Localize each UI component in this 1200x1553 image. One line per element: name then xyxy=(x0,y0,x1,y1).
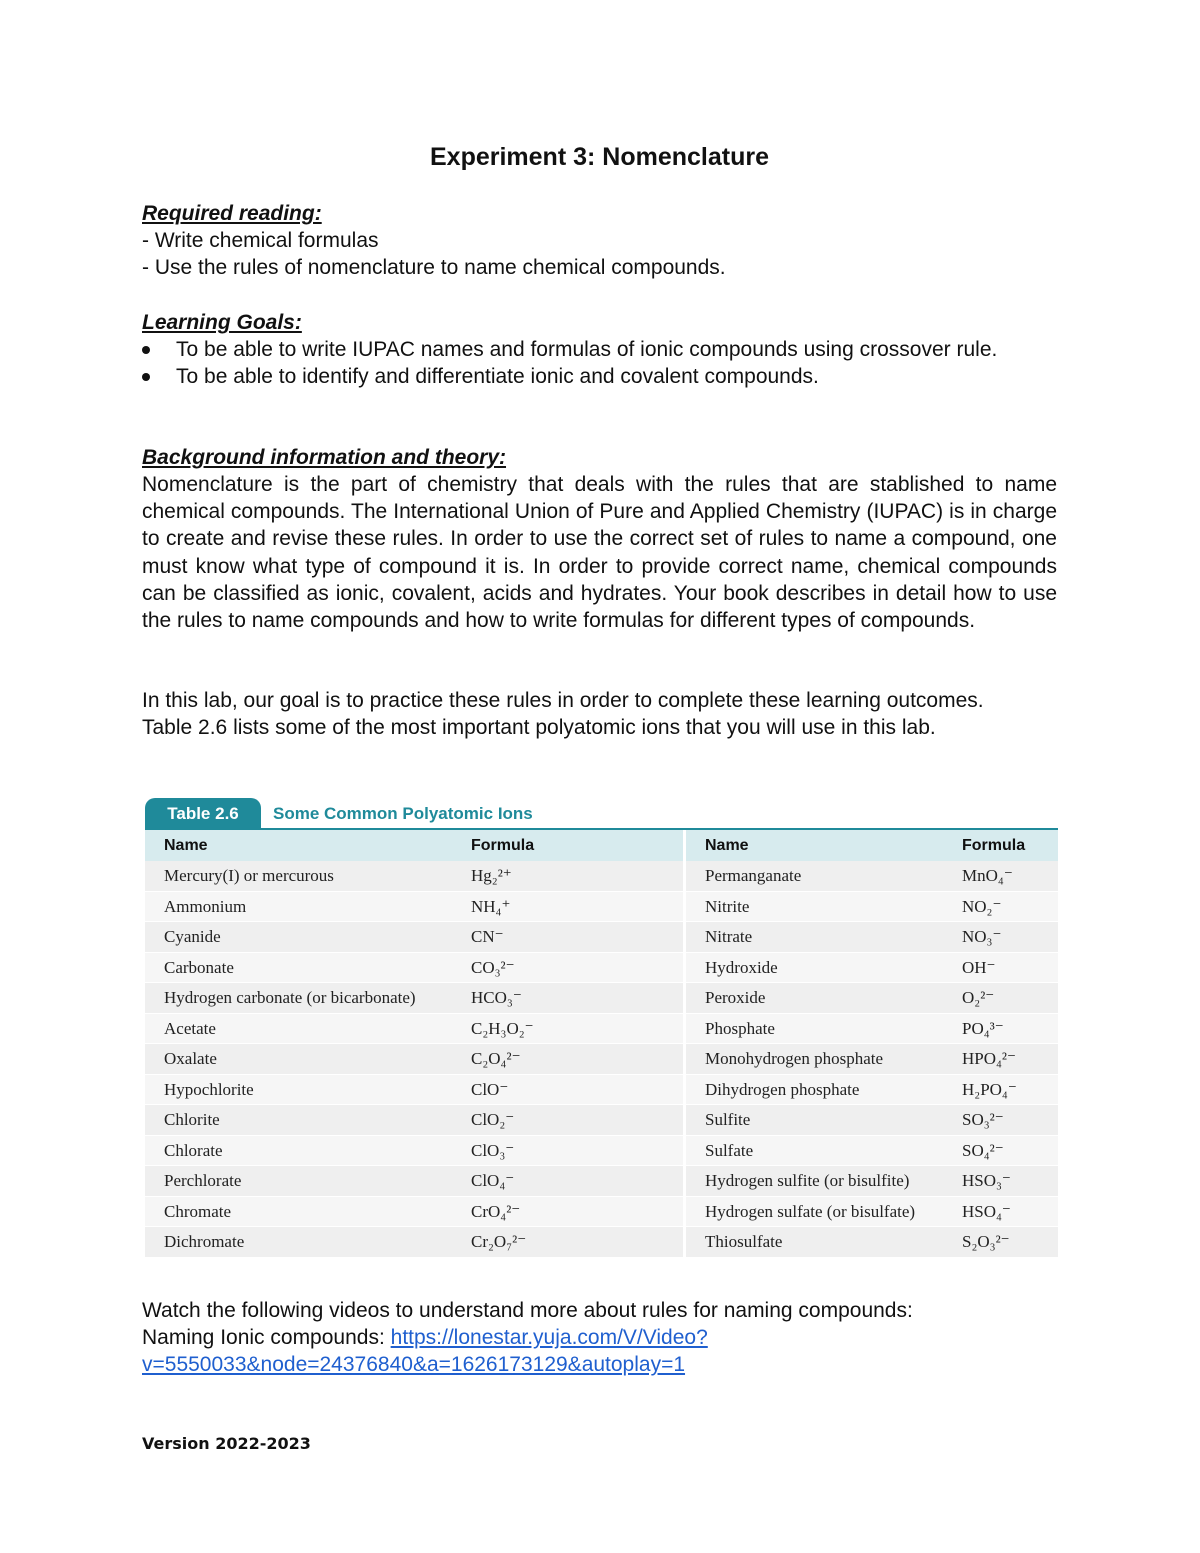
ion-name: Phosphate xyxy=(705,1018,775,1038)
reading-item: - Use the rules of nomenclature to name chemical compounds. xyxy=(142,256,726,279)
ion-name: Sulfite xyxy=(705,1110,751,1129)
table-row xyxy=(686,922,1058,953)
table-row xyxy=(686,1197,1058,1228)
bullet-icon xyxy=(142,373,150,381)
ion-name: Perchlorate xyxy=(164,1171,242,1190)
lab-section xyxy=(142,687,1057,741)
bullet-icon xyxy=(142,346,150,354)
ion-formula: O₂²⁻ xyxy=(962,988,995,1007)
ion-name: Permanganate xyxy=(705,866,802,885)
table-row xyxy=(686,1014,1058,1045)
ion-formula: NO₂⁻ xyxy=(962,896,1002,916)
video-link-line xyxy=(142,1324,1057,1351)
table-row xyxy=(145,892,683,923)
column-header-formula: Formula xyxy=(962,837,1026,854)
table-title: Some Common Polyatomic Ions xyxy=(273,804,533,823)
videos-section xyxy=(142,1297,1057,1378)
ion-name: Thiosulfate xyxy=(705,1232,783,1251)
table-row xyxy=(145,922,683,953)
table-row xyxy=(145,1166,683,1197)
ion-name: Hydroxide xyxy=(705,957,778,977)
ion-name: Mercury(I) or mercurous xyxy=(164,866,334,885)
ion-formula: Hg₂²⁺ xyxy=(471,866,512,885)
ion-name: Hydrogen carbonate (or bicarbonate) xyxy=(164,988,416,1007)
ion-formula: PO₄³⁻ xyxy=(962,1018,1004,1038)
ion-formula: C₂O₄²⁻ xyxy=(471,1049,521,1068)
ion-name: Chlorate xyxy=(164,1140,223,1160)
table-row xyxy=(686,861,1058,892)
background-paragraph: Nomenclature is the part of chemistry that deals with the rules that are stablished to name chemical compounds. The International Union of Pure and Applied Chemistry (IUPAC) is in charge to create and revise these rules. In order to use the correct set of rules to name a compound, one must know what type of compound it is. In order to provide correct name, chemical compounds can be classified as ionic, covalent, acids and hydrates. Your book describes in detail how to use the rules to name compounds and how to write formulas for different types of compounds. xyxy=(142,473,1057,633)
ion-formula: HPO₄²⁻ xyxy=(962,1049,1017,1068)
table-row xyxy=(686,1075,1058,1106)
goal-item: To be able to write IUPAC names and formulas of ionic compounds using crossover rule. xyxy=(142,336,1057,363)
ion-name: Oxalate xyxy=(164,1049,217,1068)
required-reading-section xyxy=(142,200,1057,281)
ion-name: Nitrite xyxy=(705,896,750,916)
column-header-formula: Formula xyxy=(471,837,535,854)
polyatomic-ions-table xyxy=(145,798,1058,1251)
ion-name: Chlorite xyxy=(164,1110,220,1129)
table-row xyxy=(686,1044,1058,1075)
ion-formula: ClO⁻ xyxy=(471,1079,509,1099)
table-row xyxy=(686,892,1058,923)
table-row xyxy=(686,1227,1058,1258)
required-reading-heading: Required reading: xyxy=(142,202,322,225)
video-link-label: Naming Ionic compounds: xyxy=(142,1326,391,1349)
ion-formula: NO₃⁻ xyxy=(962,927,1002,946)
videos-intro: Watch the following videos to understand more about rules for naming compounds: xyxy=(142,1299,913,1322)
column-header-name: Name xyxy=(705,837,749,854)
lab-paragraph: In this lab, our goal is to practice these rules in order to complete these learning outcomes. xyxy=(142,689,984,712)
ion-formula: ClO₂⁻ xyxy=(471,1110,515,1129)
reading-item: - Write chemical formulas xyxy=(142,229,379,252)
ion-name: Ammonium xyxy=(164,896,247,916)
ion-formula: HCO₃⁻ xyxy=(471,988,522,1007)
ion-formula: CO₃²⁻ xyxy=(471,957,515,977)
table-column-headers xyxy=(686,830,1058,861)
ion-name: Dichromate xyxy=(164,1232,245,1251)
table-number: Table 2.6 xyxy=(145,798,261,828)
ion-formula: HSO₄⁻ xyxy=(962,1201,1011,1221)
table-row xyxy=(145,1136,683,1167)
table-row xyxy=(145,983,683,1014)
ion-name: Nitrate xyxy=(705,927,753,946)
table-row xyxy=(145,1227,683,1258)
ion-name: Hypochlorite xyxy=(164,1079,254,1099)
ion-name: Peroxide xyxy=(705,988,766,1007)
ion-name: Carbonate xyxy=(164,957,234,977)
table-row xyxy=(145,861,683,892)
ion-formula: ClO₃⁻ xyxy=(471,1140,515,1160)
ion-formula: HSO₃⁻ xyxy=(962,1171,1011,1190)
learning-goals-section xyxy=(142,309,1057,390)
table-column-headers xyxy=(145,830,683,861)
ion-name: Hydrogen sulfate (or bisulfate) xyxy=(705,1201,916,1221)
ion-name: Dihydrogen phosphate xyxy=(705,1079,860,1099)
version-footer: Version 2022-2023 xyxy=(142,1434,311,1453)
table-left-half xyxy=(145,830,683,1258)
table-row xyxy=(145,953,683,984)
table-row xyxy=(145,1014,683,1045)
ion-formula: CN⁻ xyxy=(471,927,504,946)
learning-goals-heading: Learning Goals: xyxy=(142,311,302,334)
goal-item: To be able to identify and differentiate ionic and covalent compounds. xyxy=(142,363,1057,390)
ion-name: Monohydrogen phosphate xyxy=(705,1049,884,1068)
table-row xyxy=(145,1075,683,1106)
table-row xyxy=(686,1136,1058,1167)
ion-name: Acetate xyxy=(164,1018,216,1038)
table-row xyxy=(145,1105,683,1136)
ion-name: Chromate xyxy=(164,1201,232,1221)
background-heading: Background information and theory: xyxy=(142,446,507,469)
table-row xyxy=(686,1105,1058,1136)
ion-name: Sulfate xyxy=(705,1140,754,1160)
ion-formula: ClO₄⁻ xyxy=(471,1171,515,1190)
table-row xyxy=(686,953,1058,984)
table-caption xyxy=(145,798,1058,830)
table-right-half xyxy=(686,830,1058,1258)
ion-formula: S₂O₃²⁻ xyxy=(962,1232,1010,1251)
table-note: Table 2.6 lists some of the most important polyatomic ions that you will use in this lab. xyxy=(142,716,936,740)
learning-goals-list xyxy=(142,336,1057,390)
ion-formula: OH⁻ xyxy=(962,957,996,977)
ion-formula: CrO₄²⁻ xyxy=(471,1201,521,1221)
ion-formula: SO₃²⁻ xyxy=(962,1110,1004,1129)
table-row xyxy=(145,1044,683,1075)
naming-ionic-video-link-continued[interactable]: v=5550033&node=24376840&a=1626173129&autoplay=1 xyxy=(142,1353,686,1376)
ion-name: Cyanide xyxy=(164,927,221,946)
table-row xyxy=(686,1166,1058,1197)
ion-formula: MnO₄⁻ xyxy=(962,866,1013,885)
background-section xyxy=(142,444,1057,634)
ion-formula: SO₄²⁻ xyxy=(962,1140,1004,1160)
page-title: Experiment 3: Nomenclature xyxy=(430,143,769,171)
table-row xyxy=(145,1197,683,1228)
ion-formula: H₂PO₄⁻ xyxy=(962,1079,1017,1099)
ion-formula: C₂H₃O₂⁻ xyxy=(471,1018,534,1038)
ion-formula: Cr₂O₇²⁻ xyxy=(471,1232,527,1251)
ion-name: Hydrogen sulfite (or bisulfite) xyxy=(705,1171,910,1190)
table-row xyxy=(686,983,1058,1014)
ion-formula: NH₄⁺ xyxy=(471,896,511,916)
naming-ionic-video-link[interactable]: https://lonestar.yuja.com/V/Video? xyxy=(390,1326,708,1349)
column-header-name: Name xyxy=(164,837,208,854)
video-link-line xyxy=(142,1351,1057,1378)
